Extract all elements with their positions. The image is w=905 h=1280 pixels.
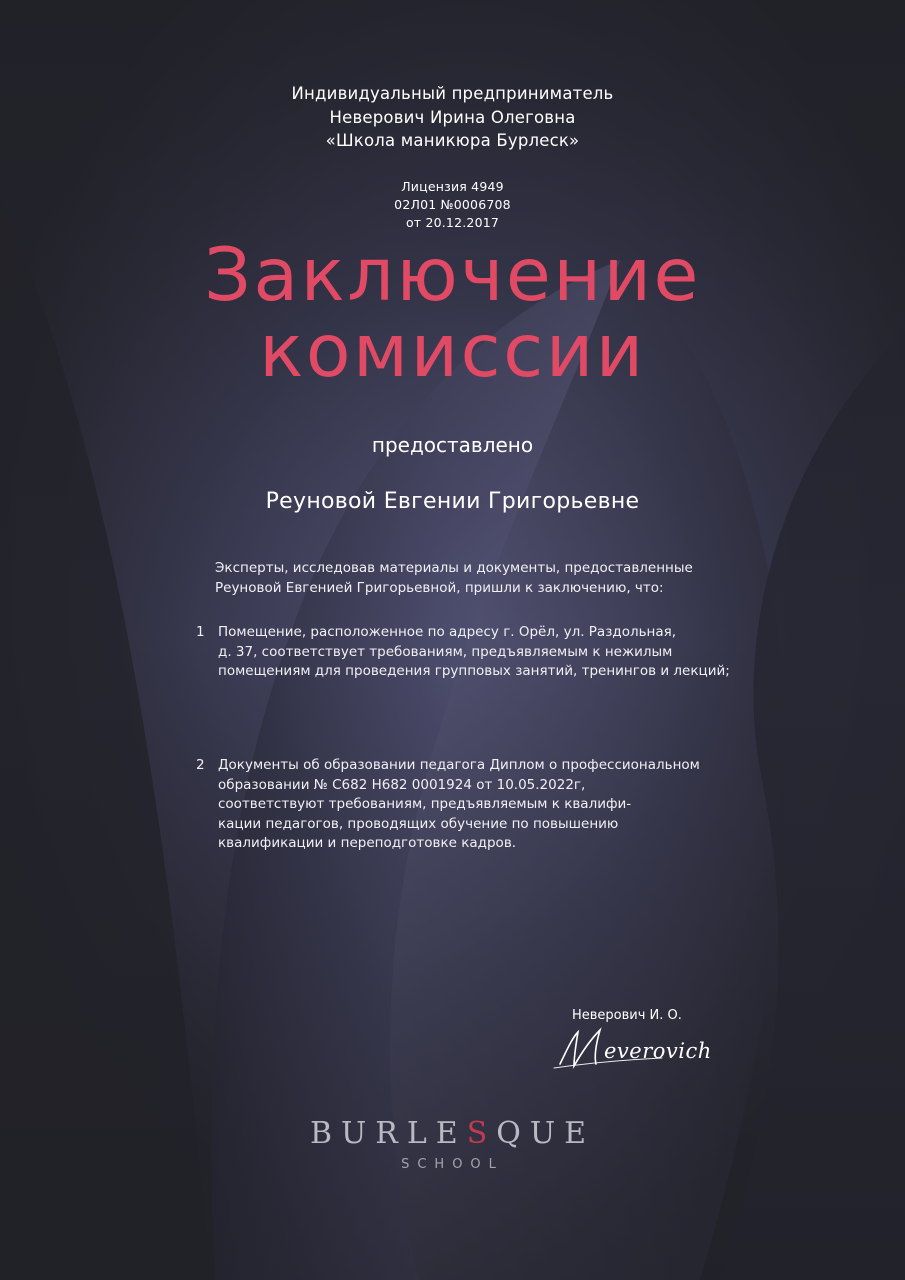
license-series: 02Л01 №0006708 [394, 197, 511, 212]
logo-accent-letter: S [466, 1116, 497, 1151]
item-text [218, 756, 778, 854]
item-text [218, 623, 778, 682]
item-line: соответствуют требованиям, предъявляемым к квалифи- [218, 796, 632, 812]
item-number: 1 [196, 624, 205, 640]
title-line: комиссии [259, 309, 646, 394]
item-line: Документы об образовании педагога Диплом о профессиональном [218, 757, 700, 773]
recipient-name: Реуновой Евгении Григорьевне [265, 489, 640, 514]
item-line: д. 37, соответствует требованиям, предъявляемым к нежилым [218, 643, 673, 660]
page-title [0, 233, 905, 394]
issuer-block [0, 82, 905, 153]
logo-subtitle: SCHOOL [401, 1157, 504, 1172]
logo-text: BURLE [309, 1116, 467, 1151]
intro-line: Реуновой Евгенией Григорьевной, пришли к заключению, что: [215, 580, 664, 596]
license-block [0, 178, 905, 232]
item-line: квалификации и переподготовке кадров. [218, 835, 517, 851]
license-date: от 20.12.2017 [405, 215, 500, 230]
item-line: кации педагогов, проводящих обучение по повышению [218, 815, 619, 832]
signer-name: Неверович И. О. [572, 1008, 682, 1023]
issuer-name: Неверович Ирина Олеговна [329, 107, 576, 127]
school-logo [0, 1116, 905, 1151]
item-number: 2 [196, 757, 205, 773]
license-number: Лицензия 4949 [401, 179, 504, 194]
svg-text:everovich: everovich [604, 1039, 712, 1063]
issuer-school: «Школа маникюра Бурлеск» [325, 131, 580, 150]
granted-label: предоставлено [371, 433, 534, 457]
item-line: Помещение, расположенное по адресу г. Орёл, ул. Раздольная, [218, 624, 677, 640]
handwritten-signature [552, 1024, 732, 1074]
logo-text: QUE [496, 1116, 596, 1151]
issuer-line: Индивидуальный предприниматель [291, 84, 614, 103]
title-line: Заключение [204, 233, 701, 318]
intro-line: Эксперты, исследовав материалы и документы, предоставленные [215, 560, 693, 576]
item-line: образовании № С682 Н682 0001924 от 10.05.2022г, [218, 776, 586, 793]
item-line: помещениям для проведения групповых занятий, тренингов и лекций; [218, 663, 730, 679]
intro-paragraph [215, 558, 775, 598]
